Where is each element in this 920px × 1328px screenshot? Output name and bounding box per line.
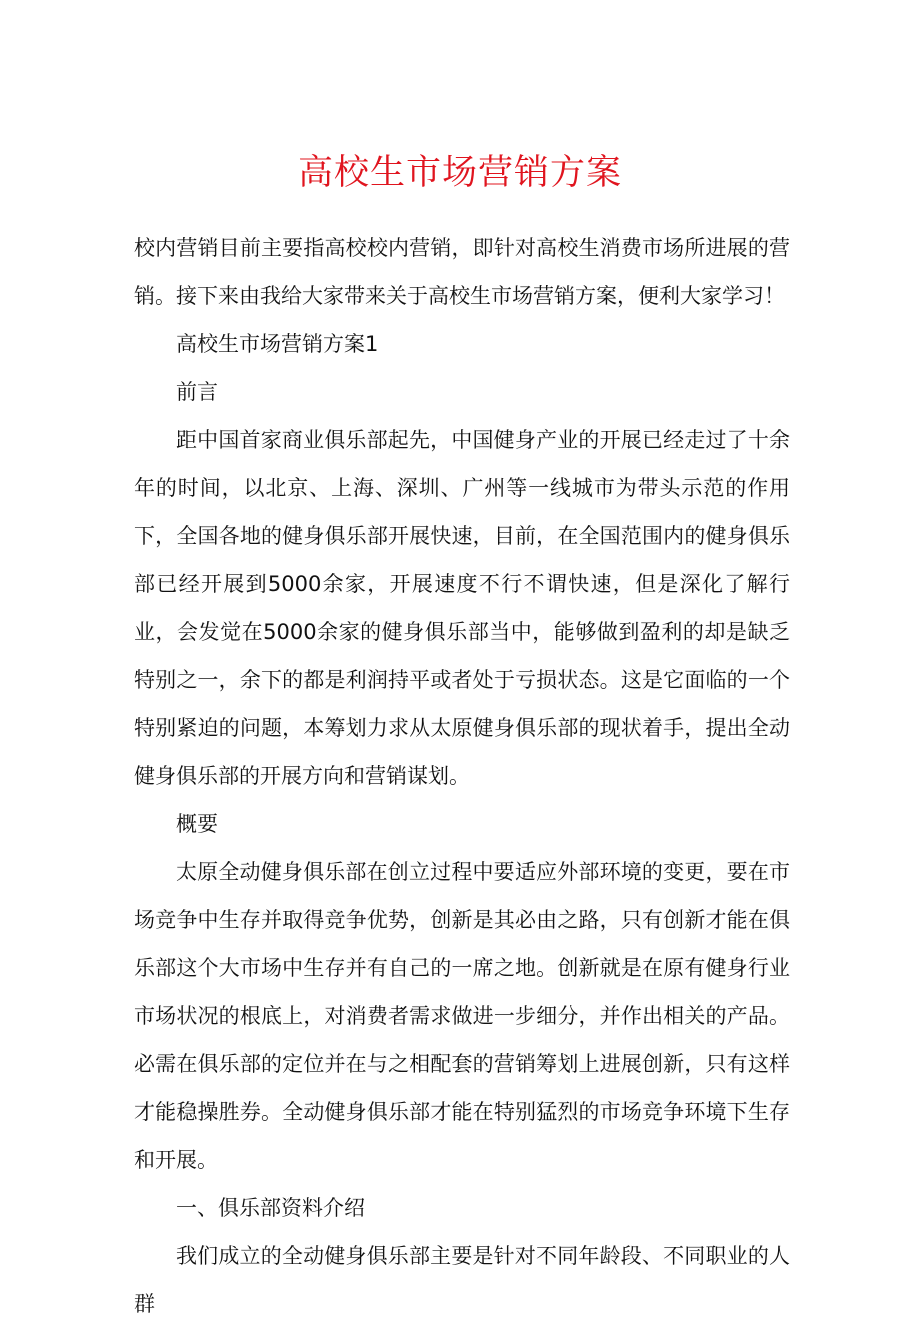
- club-intro-paragraph: 我们成立的全动健身俱乐部主要是针对不同年龄段、不同职业的人群: [134, 1244, 790, 1316]
- section-heading-club-intro: 一、俱乐部资料介绍: [176, 1196, 365, 1220]
- document-body: [134, 224, 790, 1328]
- preface-paragraph: 距中国首家商业俱乐部起先，中国健身产业的开展已经走过了十余年的时间，以北京、上海、深圳、广州等一线城市为带头示范的作用下，全国各地的健身俱乐部开展快速，目前，在全国范围内的健身俱乐部已经开展到5000余家，开展速度不行不谓快速，但是深化了解行业，会发觉在5000余家的健身俱乐部当中，能够做到盈利的却是缺乏特别之一，余下的都是利润持平或者处于亏损状态。这是它面临的一个特别紧迫的问题，本筹划力求从太原健身俱乐部的现状着手，提出全动健身俱乐部的开展方向和营销谋划。: [134, 428, 790, 788]
- summary-paragraph: 太原全动健身俱乐部在创立过程中要适应外部环境的变更，要在市场竞争中生存并取得竞争优势，创新是其必由之路，只有创新才能在俱乐部这个大市场中生存并有自己的一席之地。创新就是在原有健身行业市场状况的根底上，对消费者需求做进一步细分，并作出相关的产品。必需在俱乐部的定位并在与之相配套的营销筹划上进展创新，只有这样才能稳操胜券。全动健身俱乐部才能在特别猛烈的市场竞争环境下生存和开展。: [134, 860, 790, 1172]
- document-title: 高校生市场营销方案: [297, 153, 622, 193]
- intro-paragraph: 校内营销目前主要指高校校内营销，即针对高校生消费市场所进展的营销。接下来由我给大家带来关于高校生市场营销方案，便利大家学习！: [134, 236, 790, 308]
- section-heading-summary: 概要: [176, 812, 218, 836]
- section-heading-plan-1: 高校生市场营销方案1: [176, 332, 379, 356]
- section-heading-preface: 前言: [176, 380, 218, 404]
